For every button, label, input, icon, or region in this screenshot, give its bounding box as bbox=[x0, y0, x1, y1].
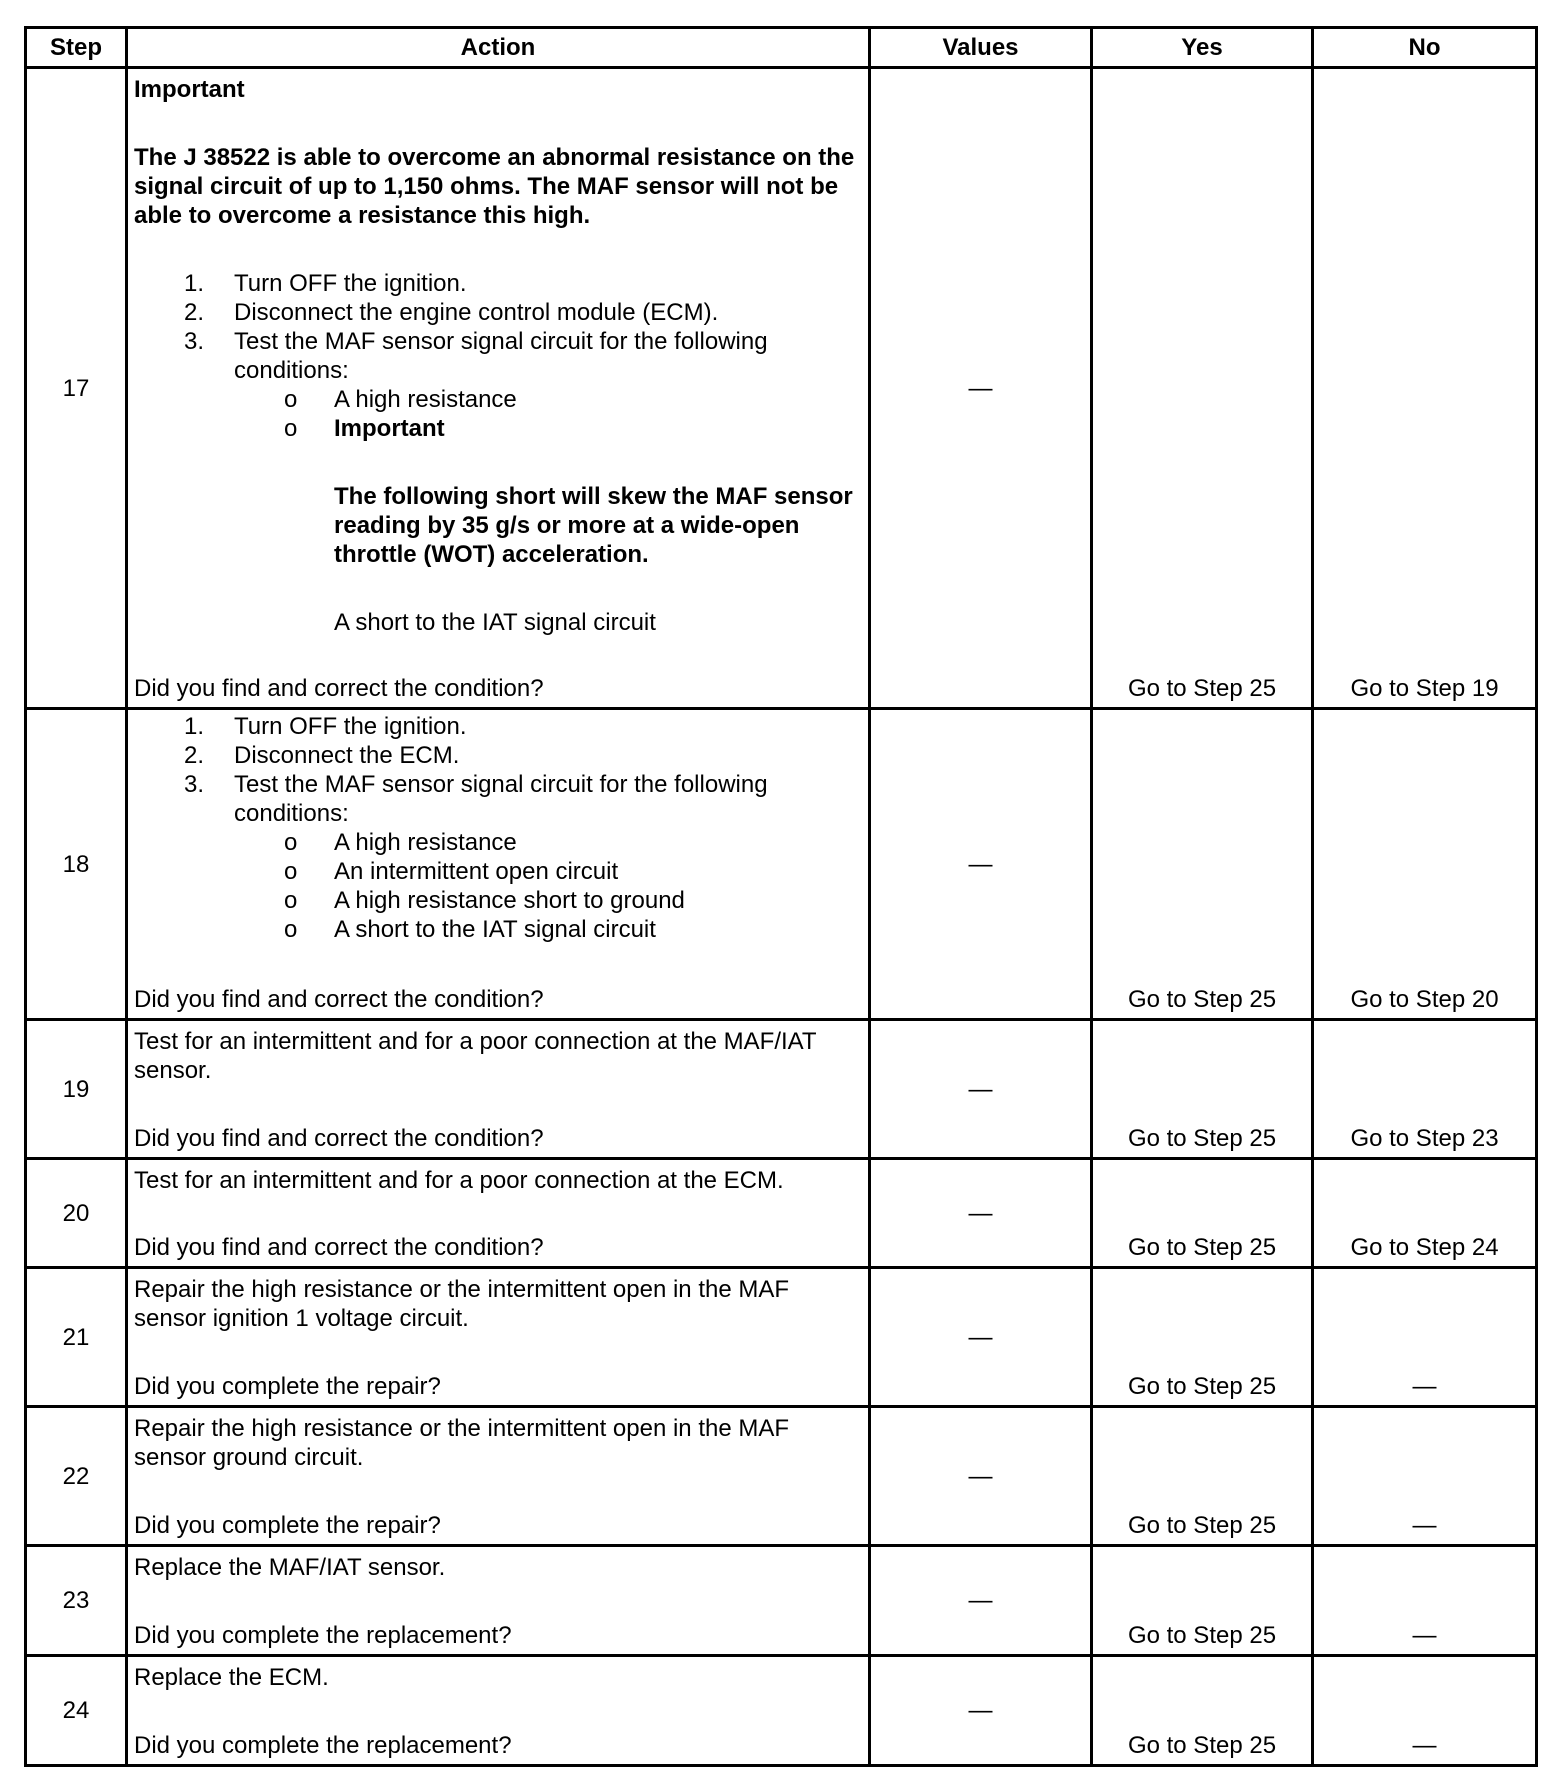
yes-cell: Go to Step 25 bbox=[1092, 1020, 1313, 1159]
list-item: o A short to the IAT signal circuit bbox=[284, 916, 656, 943]
table-row-19 bbox=[26, 1020, 1537, 1159]
values-cell: — bbox=[870, 1407, 1092, 1546]
step-number: 22 bbox=[26, 1407, 127, 1546]
no-cell: — bbox=[1313, 1656, 1537, 1766]
action-cell bbox=[127, 68, 870, 709]
action-cell bbox=[127, 1159, 870, 1268]
header-yes: Yes bbox=[1092, 28, 1313, 68]
list-item: 3. Test the MAF sensor signal circuit for the following conditions: o A high resistance o An intermittent open circuit o A high resistance short to ground o A short to the IAT signal circuit bbox=[134, 770, 862, 944]
step-number: 18 bbox=[26, 709, 127, 1020]
yes-cell: Go to Step 25 bbox=[1092, 68, 1313, 709]
action-text: Test for an intermittent and for a poor connection at the MAF/IAT sensor. bbox=[134, 1028, 817, 1084]
list-item: 1. Turn OFF the ignition. bbox=[184, 713, 467, 740]
list-item: 1. Turn OFF the ignition. bbox=[184, 270, 467, 297]
step-number: 19 bbox=[26, 1020, 127, 1159]
no-cell: — bbox=[1313, 1407, 1537, 1546]
action-cell bbox=[127, 1268, 870, 1407]
table-row-18 bbox=[26, 709, 1537, 1020]
question-text: Did you find and correct the condition? bbox=[134, 675, 544, 702]
question-text: Did you find and correct the condition? bbox=[134, 986, 544, 1013]
condition-list bbox=[234, 385, 862, 637]
table-row-17 bbox=[26, 68, 1537, 709]
table-row-20 bbox=[26, 1159, 1537, 1268]
list-item: o A high resistance short to ground bbox=[284, 887, 685, 914]
list-item: o A high resistance bbox=[284, 829, 517, 856]
action-cell bbox=[127, 1020, 870, 1159]
action-cell bbox=[127, 1656, 870, 1766]
values-cell: — bbox=[870, 1546, 1092, 1656]
action-text: Replace the ECM. bbox=[134, 1664, 329, 1691]
step-number: 23 bbox=[26, 1546, 127, 1656]
values-cell: — bbox=[870, 1159, 1092, 1268]
values-cell: — bbox=[870, 68, 1092, 709]
no-cell: Go to Step 23 bbox=[1313, 1020, 1537, 1159]
header-values: Values bbox=[870, 28, 1092, 68]
step-number: 20 bbox=[26, 1159, 127, 1268]
diagnostic-table bbox=[24, 26, 1538, 1767]
question-text: Did you complete the repair? bbox=[134, 1512, 441, 1539]
table-row-22 bbox=[26, 1407, 1537, 1546]
values-cell: — bbox=[870, 1656, 1092, 1766]
step-list bbox=[134, 712, 862, 944]
step-number: 21 bbox=[26, 1268, 127, 1407]
action-cell bbox=[127, 1546, 870, 1656]
action-text: Repair the high resistance or the intermittent open in the MAF sensor ground circuit. bbox=[134, 1415, 790, 1471]
no-cell: — bbox=[1313, 1268, 1537, 1407]
table-row-23 bbox=[26, 1546, 1537, 1656]
values-cell: — bbox=[870, 1268, 1092, 1407]
yes-cell: Go to Step 25 bbox=[1092, 1407, 1313, 1546]
no-cell: Go to Step 20 bbox=[1313, 709, 1537, 1020]
step-list bbox=[134, 269, 862, 637]
yes-cell: Go to Step 25 bbox=[1092, 1656, 1313, 1766]
table-row-21 bbox=[26, 1268, 1537, 1407]
sub-important-label: Important bbox=[334, 415, 445, 442]
yes-cell: Go to Step 25 bbox=[1092, 1268, 1313, 1407]
table-row-24 bbox=[26, 1656, 1537, 1766]
step-number: 17 bbox=[26, 68, 127, 709]
step-number: 24 bbox=[26, 1656, 127, 1766]
important-text: The J 38522 is able to overcome an abnormal resistance on the signal circuit of up to 1,150 ohms. The MAF sensor will not be able to overcome a resistance this high. bbox=[134, 144, 855, 229]
yes-cell: Go to Step 25 bbox=[1092, 709, 1313, 1020]
list-item: 2. Disconnect the engine control module (ECM). bbox=[184, 299, 719, 326]
question-text: Did you find and correct the condition? bbox=[134, 1125, 544, 1152]
question-text: Did you find and correct the condition? bbox=[134, 1234, 544, 1261]
action-text: Replace the MAF/IAT sensor. bbox=[134, 1554, 446, 1581]
yes-cell: Go to Step 25 bbox=[1092, 1159, 1313, 1268]
question-text: Did you complete the replacement? bbox=[134, 1732, 512, 1759]
header-no: No bbox=[1313, 28, 1537, 68]
header-row bbox=[26, 28, 1537, 68]
question-text: Did you complete the replacement? bbox=[134, 1622, 512, 1649]
action-text: Test for an intermittent and for a poor connection at the ECM. bbox=[134, 1167, 784, 1194]
list-item: 2. Disconnect the ECM. bbox=[184, 742, 460, 769]
condition-list bbox=[234, 828, 862, 944]
yes-cell: Go to Step 25 bbox=[1092, 1546, 1313, 1656]
question-text: Did you complete the repair? bbox=[134, 1373, 441, 1400]
no-cell: Go to Step 19 bbox=[1313, 68, 1537, 709]
values-cell: — bbox=[870, 709, 1092, 1020]
list-item: o A high resistance bbox=[284, 386, 517, 413]
action-cell bbox=[127, 1407, 870, 1546]
list-item: o An intermittent open circuit bbox=[284, 858, 619, 885]
action-text: Repair the high resistance or the intermittent open in the MAF sensor ignition 1 voltage circuit. bbox=[134, 1276, 790, 1332]
action-cell bbox=[127, 709, 870, 1020]
values-cell: — bbox=[870, 1020, 1092, 1159]
list-item: o Important The following short will skew the MAF sensor reading by 35 g/s or more at a wide-open throttle (WOT) acceleration. A short to the IAT signal circuit bbox=[234, 414, 862, 637]
important-label: Important bbox=[134, 76, 245, 103]
sub-important-text: The following short will skew the MAF sensor reading by 35 g/s or more at a wide-open throttle (WOT) acceleration. bbox=[334, 483, 853, 568]
list-item: 3. Test the MAF sensor signal circuit for the following conditions: o A high resistance o Important The following short will skew the MAF sensor reading by 35 g/s or more at a wide-open throttle (WOT) acceleration. A short to the IAT signal circuit bbox=[134, 327, 862, 637]
header-action: Action bbox=[127, 28, 870, 68]
no-cell: Go to Step 24 bbox=[1313, 1159, 1537, 1268]
no-cell: — bbox=[1313, 1546, 1537, 1656]
sub-item-text: A short to the IAT signal circuit bbox=[334, 609, 656, 636]
header-step: Step bbox=[26, 28, 127, 68]
